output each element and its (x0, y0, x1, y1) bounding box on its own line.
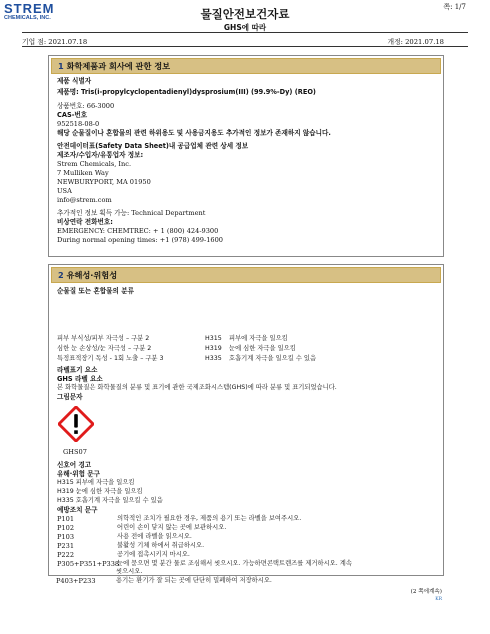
page-number: 쪽: 1/7 (443, 3, 466, 11)
issue-date: 기업 점: 2021.07.18 (22, 38, 88, 46)
precaution-code: P231 (57, 542, 75, 550)
section-1-title: 화학제품과 회사에 관한 정보 (66, 61, 171, 71)
precaution-text: 불활성 기체 하에서 취급하시오. (117, 542, 205, 549)
precaution-text-continued: 씻으시오. (116, 568, 143, 575)
pictogram-code: GHS07 (63, 448, 87, 456)
revision-date: 개정: 2021.07.18 (387, 38, 444, 46)
emergency-phone-label: 비상연락 전화번호: (57, 218, 113, 226)
precaution-code: P305+P351+P338 (57, 560, 120, 568)
precaution-text: 용기는 환기가 잘 되는 곳에 단단히 밀폐하여 저장하시오. (116, 577, 272, 584)
precaution-text: 어린이 손이 닿지 않는 곳에 보관하시오. (117, 524, 227, 531)
class-eye-text: 눈에 심한 자극을 일으킴 (229, 345, 296, 352)
meta-divider (22, 46, 468, 47)
class-skin-text: 피부에 자극을 일으킴 (229, 335, 288, 342)
class-stot: 특정표적장기 독성 - 1회 노출 – 구분 3 (57, 355, 164, 362)
class-stot-text: 호흡기계 자극을 일으킬 수 있음 (229, 355, 317, 362)
company-street: 7 Mulliken Way (57, 169, 109, 177)
logo-subtext: CHEMICALS, INC. (4, 15, 51, 21)
header-divider (22, 32, 468, 33)
manufacturer-label: 제조자/수입자/유통업자 정보: (57, 151, 144, 159)
product-number: 상품번호: 66-3000 (57, 102, 115, 110)
company-country: USA (57, 187, 72, 195)
precautionary-title: 예방조치 문구 (57, 506, 98, 514)
section-1-heading (51, 58, 441, 74)
document-title: 물질안전보건자료 (200, 7, 290, 21)
emergency-chemtrec: EMERGENCY: CHEMTREC: + 1 (800) 424-9300 (57, 227, 219, 235)
cas-label: CAS-번호 (57, 111, 88, 119)
document-subtitle: GHS에 따라 (223, 23, 267, 32)
precaution-code: P101 (57, 515, 75, 523)
class-skin: 피부 부식성/피부 자극성 – 구분 2 (57, 335, 150, 342)
classification-title: 순물질 또는 혼합물의 분류 (57, 287, 134, 295)
company-name: Strem Chemicals, Inc. (57, 160, 132, 168)
product-name: 제품명: Tris(i-propylcyclopentadienyl)dysprosium(III) (99.9%-Dy) (REO) (57, 88, 316, 96)
section-1-number: 1 (58, 61, 64, 71)
ghs-label-title: GHS 라벨 요소 (57, 375, 103, 383)
signal-word: 신호어 경고 (57, 461, 92, 469)
country-code: KR (435, 597, 442, 602)
label-elements-title: 라벨표기 요소 (57, 366, 98, 374)
section-2-title: 유해성·위험성 (66, 270, 118, 280)
section-2 (48, 264, 444, 576)
cas-number: 952518-08-0 (57, 120, 100, 128)
section-2-number: 2 (58, 270, 64, 280)
further-info: 추가적인 정보 획득 가능: Technical Department (57, 209, 206, 217)
supplier-details-label: 안전데이터표(Safety Data Sheet)내 공급업체 관련 상세 정보 (57, 142, 249, 150)
continued-note: (2 쪽에계속) (410, 589, 442, 595)
precaution-text: 사용 전에 라벨을 읽으시오. (117, 533, 192, 540)
label-description: 본 화학물질은 화학물질의 분류 및 표기에 관한 국제조화시스템(GHS)에 따라 분류 및 표기되었습니다. (57, 384, 337, 391)
precaution-code: P103 (57, 533, 75, 541)
relevant-uses: 해당 순물질이나 혼합물의 관련 하위용도 및 사용금지용도 추가적인 정보가 존재하지 않습니다. (57, 129, 331, 137)
pictogram-title: 그림문자 (57, 393, 83, 401)
precaution-text: 의학적인 조치가 필요한 경우, 제품의 용기 또는 라벨을 보여주시오. (117, 515, 302, 522)
logo-wordmark: STREM (4, 1, 55, 16)
section-2-heading (51, 267, 441, 283)
hazard-h335: H335 호흡기계 자극을 일으킬 수 있음 (57, 497, 163, 504)
class-eye-code: H319 (205, 345, 222, 352)
product-identifier-label: 제품 식별자 (57, 77, 92, 85)
hazard-statements-title: 유해·위험 문구 (57, 470, 101, 478)
section-1 (48, 55, 444, 257)
class-skin-code: H315 (205, 335, 222, 342)
normal-hours-phone: During normal opening times: +1 (978) 499-1600 (57, 236, 223, 244)
exclamation-mark-icon (58, 406, 94, 442)
precaution-code: P222 (57, 551, 75, 559)
hazard-h315: H315 피부에 자극을 일으킴 (57, 479, 135, 486)
company-email[interactable]: info@strem.com (57, 196, 112, 204)
precaution-text: 공기에 접촉시키지 마시오. (117, 551, 190, 558)
precaution-text: 눈에 묻으면 몇 분간 물로 조심해서 씻으시오. 가능하면콘택트렌즈를 제거하시오. 계속 (117, 560, 352, 567)
class-eye: 심한 눈 손상성/눈 자극성 – 구분 2 (57, 345, 152, 352)
precaution-code: P102 (57, 524, 75, 532)
company-city: NEWBURYPORT, MA 01950 (57, 178, 151, 186)
hazard-h319: H319 눈에 심한 자극을 일으킴 (57, 488, 143, 495)
precaution-code: P403+P233 (56, 577, 96, 585)
class-stot-code: H335 (205, 355, 222, 362)
